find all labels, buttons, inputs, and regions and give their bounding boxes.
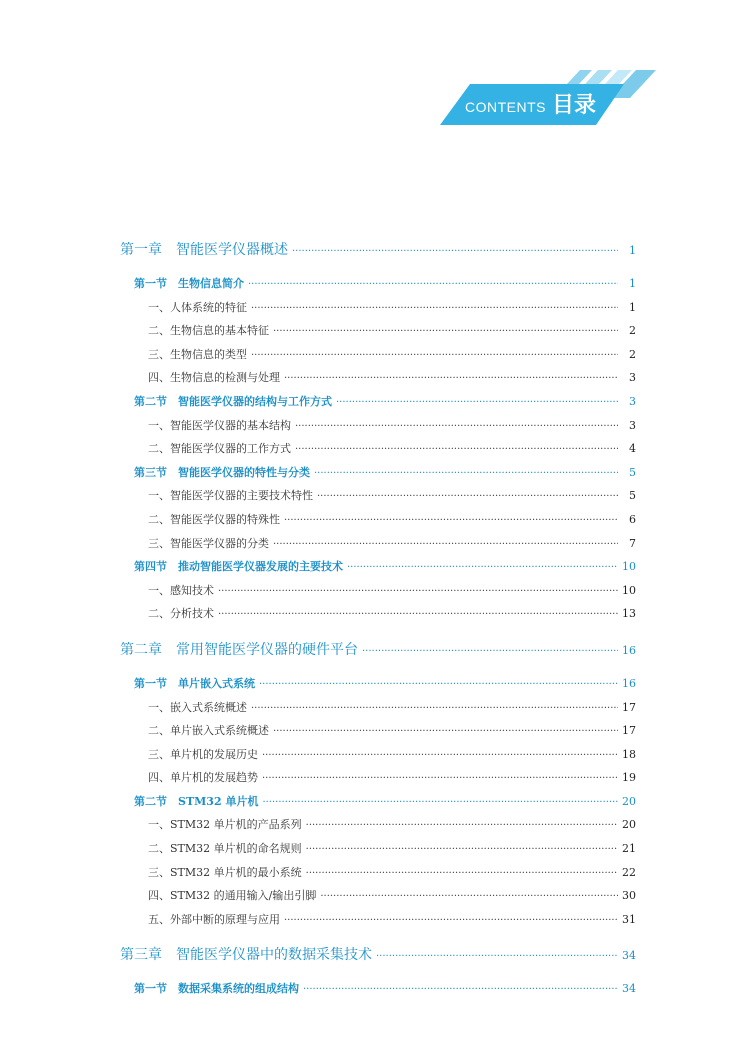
leader-dots bbox=[273, 720, 618, 743]
leader-dots bbox=[306, 862, 618, 885]
toc-item[interactable] bbox=[120, 813, 636, 837]
page-number: 20 bbox=[622, 818, 636, 832]
section-title: 第二节 智能医学仪器的结构与工作方式 bbox=[134, 394, 332, 408]
page-number: 10 bbox=[622, 560, 636, 574]
page-number: 22 bbox=[622, 865, 636, 879]
page-number: 30 bbox=[622, 889, 636, 903]
section-title: 第二节 STM32 单片机 bbox=[134, 794, 259, 808]
chapter-title: 第三章 智能医学仪器中的数据采集技术 bbox=[120, 947, 372, 964]
toc-item[interactable] bbox=[120, 602, 636, 626]
toc-item[interactable] bbox=[120, 579, 636, 603]
page-number: 3 bbox=[629, 394, 636, 408]
item-title: 一、人体系统的特征 bbox=[148, 300, 247, 314]
toc-chapter[interactable] bbox=[120, 636, 636, 664]
item-title: 一、感知技术 bbox=[148, 583, 214, 597]
leader-dots bbox=[273, 320, 618, 343]
page-number: 16 bbox=[622, 643, 636, 657]
toc-item[interactable] bbox=[120, 532, 636, 556]
leader-dots bbox=[251, 297, 618, 320]
item-title: 二、分析技术 bbox=[148, 607, 214, 621]
toc-item[interactable] bbox=[120, 719, 636, 743]
item-title: 四、STM32 的通用输入/输出引脚 bbox=[148, 889, 317, 903]
toc-item[interactable] bbox=[120, 696, 636, 720]
page-number: 1 bbox=[629, 300, 636, 314]
toc-item[interactable] bbox=[120, 366, 636, 390]
page-number: 34 bbox=[622, 949, 636, 963]
leader-dots bbox=[317, 485, 618, 508]
leader-dots bbox=[273, 533, 618, 556]
page-number: 2 bbox=[629, 324, 636, 338]
page-number: 2 bbox=[629, 347, 636, 361]
page-number: 34 bbox=[622, 982, 636, 996]
leader-dots bbox=[336, 391, 618, 414]
item-title: 二、智能医学仪器的特殊性 bbox=[148, 512, 280, 526]
item-title: 三、单片机的发展历史 bbox=[148, 747, 258, 761]
leader-dots bbox=[248, 273, 618, 296]
toc-item[interactable] bbox=[120, 908, 636, 932]
page-number: 1 bbox=[629, 244, 636, 257]
leader-dots bbox=[295, 438, 618, 461]
toc-section[interactable] bbox=[120, 790, 636, 814]
leader-dots bbox=[218, 580, 618, 603]
toc-section[interactable] bbox=[120, 390, 636, 414]
toc-item[interactable] bbox=[120, 743, 636, 767]
section-title: 第三节 智能医学仪器的特性与分类 bbox=[134, 465, 310, 479]
page-number: 3 bbox=[629, 371, 636, 385]
leader-dots bbox=[314, 462, 618, 485]
page-number: 10 bbox=[622, 583, 636, 597]
toc-title: 目录 bbox=[552, 93, 597, 118]
section-title: 第一节 单片嵌入式系统 bbox=[134, 676, 255, 690]
page-number: 20 bbox=[622, 794, 636, 808]
toc-item[interactable] bbox=[120, 437, 636, 461]
toc-section[interactable] bbox=[120, 672, 636, 696]
page-number: 4 bbox=[629, 442, 636, 456]
leader-dots bbox=[303, 978, 618, 1001]
toc-item[interactable] bbox=[120, 484, 636, 508]
page-number: 31 bbox=[622, 912, 636, 926]
toc-section[interactable] bbox=[120, 555, 636, 579]
leader-dots bbox=[218, 603, 618, 626]
page-number: 13 bbox=[622, 607, 636, 621]
toc-chapter[interactable] bbox=[120, 941, 636, 969]
section-title: 第四节 推动智能医学仪器发展的主要技术 bbox=[134, 560, 343, 574]
leader-dots bbox=[295, 415, 618, 438]
toc-chapter[interactable] bbox=[120, 236, 636, 264]
page-number: 16 bbox=[622, 676, 636, 690]
item-title: 四、生物信息的检测与处理 bbox=[148, 371, 280, 385]
leader-dots bbox=[262, 767, 618, 790]
leader-dots bbox=[292, 238, 618, 264]
toc-item[interactable] bbox=[120, 861, 636, 885]
leader-dots bbox=[306, 838, 618, 861]
table-of-contents bbox=[120, 234, 636, 1001]
item-title: 一、智能医学仪器的基本结构 bbox=[148, 418, 291, 432]
page-number: 18 bbox=[622, 747, 636, 761]
chapter-title: 第一章 智能医学仪器概述 bbox=[120, 242, 288, 258]
toc-item[interactable] bbox=[120, 884, 636, 908]
toc-section[interactable] bbox=[120, 272, 636, 296]
page-number: 6 bbox=[629, 512, 636, 526]
section-title: 第一节 数据采集系统的组成结构 bbox=[134, 982, 299, 996]
leader-dots bbox=[284, 509, 618, 532]
item-title: 二、单片嵌入式系统概述 bbox=[148, 724, 269, 738]
leader-dots bbox=[284, 909, 618, 932]
leader-dots bbox=[262, 744, 618, 767]
leader-dots bbox=[376, 943, 618, 969]
item-title: 一、嵌入式系统概述 bbox=[148, 700, 247, 714]
leader-dots bbox=[262, 791, 618, 814]
item-title: 一、智能医学仪器的主要技术特性 bbox=[148, 489, 313, 503]
page-number: 5 bbox=[629, 465, 636, 479]
leader-dots bbox=[306, 814, 618, 837]
page-number: 3 bbox=[629, 418, 636, 432]
page-number: 7 bbox=[629, 536, 636, 550]
leader-dots bbox=[259, 673, 618, 696]
leader-dots bbox=[251, 344, 618, 367]
page-number: 5 bbox=[629, 489, 636, 503]
item-title: 一、STM32 单片机的产品系列 bbox=[148, 818, 302, 832]
toc-item[interactable] bbox=[120, 319, 636, 343]
toc-item[interactable] bbox=[120, 508, 636, 532]
chapter-title: 第二章 常用智能医学仪器的硬件平台 bbox=[120, 641, 358, 658]
toc-item[interactable] bbox=[120, 837, 636, 861]
leader-dots bbox=[284, 367, 618, 390]
page-number: 17 bbox=[622, 724, 636, 738]
toc-item[interactable] bbox=[120, 766, 636, 790]
toc-section[interactable] bbox=[120, 977, 636, 1001]
item-title: 三、生物信息的类型 bbox=[148, 347, 247, 361]
item-title: 二、STM32 单片机的命名规则 bbox=[148, 842, 302, 856]
toc-item[interactable] bbox=[120, 296, 636, 320]
item-title: 三、智能医学仪器的分类 bbox=[148, 536, 269, 550]
leader-dots bbox=[320, 885, 618, 908]
item-title: 二、智能医学仪器的工作方式 bbox=[148, 442, 291, 456]
leader-dots bbox=[347, 556, 618, 579]
toc-section[interactable] bbox=[120, 461, 636, 485]
item-title: 二、生物信息的基本特征 bbox=[148, 324, 269, 338]
item-title: 三、STM32 单片机的最小系统 bbox=[148, 865, 302, 879]
toc-item[interactable] bbox=[120, 343, 636, 367]
section-title: 第一节 生物信息简介 bbox=[134, 277, 244, 290]
banner-graphic bbox=[0, 0, 750, 140]
page-number: 17 bbox=[622, 700, 636, 714]
toc-item[interactable] bbox=[120, 414, 636, 438]
item-title: 四、单片机的发展趋势 bbox=[148, 771, 258, 785]
page-number: 21 bbox=[622, 842, 636, 856]
item-title: 五、外部中断的原理与应用 bbox=[148, 912, 280, 926]
page-number: 1 bbox=[629, 277, 636, 290]
contents-banner bbox=[0, 0, 750, 140]
contents-label: CONTENTS bbox=[465, 99, 546, 115]
page-number: 19 bbox=[622, 771, 636, 785]
leader-dots bbox=[362, 638, 618, 664]
leader-dots bbox=[251, 697, 618, 720]
